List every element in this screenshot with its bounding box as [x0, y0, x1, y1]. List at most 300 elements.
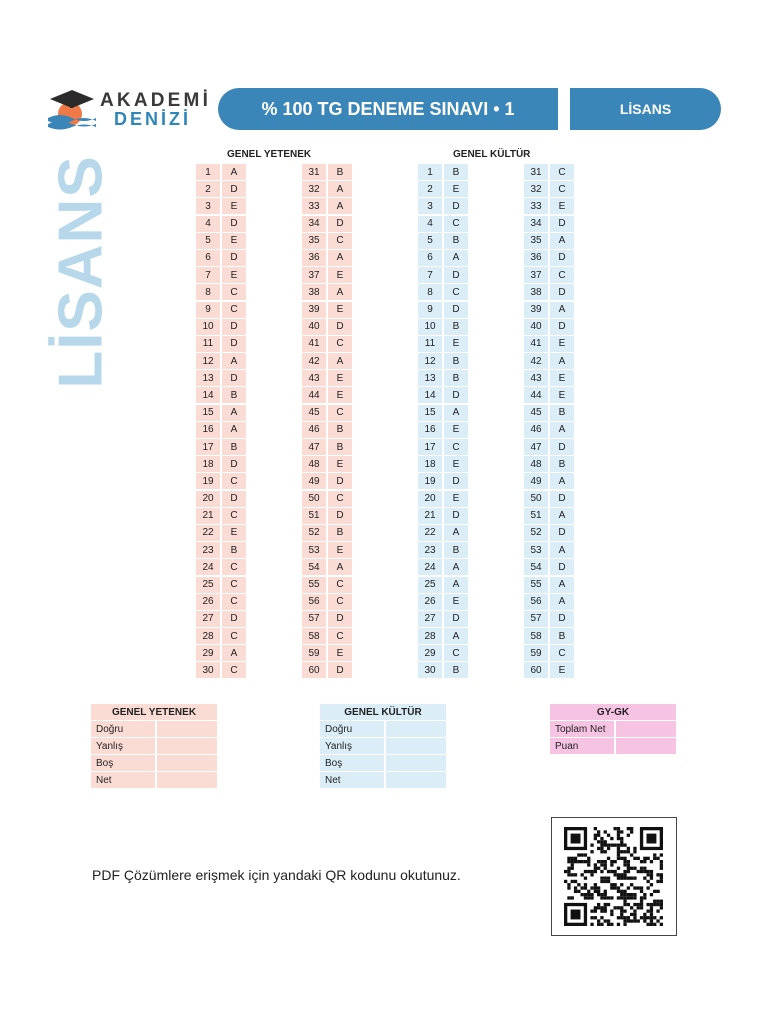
answer-letter: E — [550, 662, 574, 678]
answer-letter: B — [550, 405, 574, 421]
answer-row — [196, 233, 246, 250]
answer-letter: C — [328, 336, 352, 352]
score-value-field[interactable] — [386, 772, 446, 788]
answer-letter: C — [222, 628, 246, 644]
answer-letter: B — [328, 422, 352, 438]
question-number: 56 — [302, 594, 326, 610]
question-number: 17 — [418, 439, 442, 455]
answer-row — [302, 491, 352, 508]
answer-row — [302, 542, 352, 559]
question-number: 49 — [302, 473, 326, 489]
question-number: 38 — [302, 284, 326, 300]
answer-row — [418, 198, 468, 215]
answer-row — [196, 525, 246, 542]
answer-row — [196, 456, 246, 473]
score-value-field[interactable] — [157, 721, 217, 737]
answer-letter: A — [328, 284, 352, 300]
answer-letter: C — [550, 645, 574, 661]
answer-row — [196, 559, 246, 576]
question-number: 52 — [524, 525, 548, 541]
logo-graduation-cap-icon — [46, 86, 98, 130]
question-number: 15 — [196, 405, 220, 421]
answer-row — [302, 594, 352, 611]
question-number: 29 — [196, 645, 220, 661]
answer-letter: D — [550, 559, 574, 575]
answer-row — [302, 233, 352, 250]
answer-letter: C — [328, 628, 352, 644]
answer-row — [524, 181, 574, 198]
answer-letter: A — [328, 181, 352, 197]
question-number: 32 — [302, 181, 326, 197]
answer-row — [524, 491, 574, 508]
answer-row — [418, 164, 468, 181]
answer-letter: D — [444, 387, 468, 403]
genel-yetenek-score-table — [91, 704, 217, 789]
answer-letter: D — [222, 456, 246, 472]
answer-row — [196, 336, 246, 353]
answer-letter: C — [222, 662, 246, 678]
question-number: 7 — [196, 267, 220, 283]
question-number: 4 — [418, 216, 442, 232]
score-value-field[interactable] — [157, 772, 217, 788]
question-number: 3 — [196, 198, 220, 214]
score-value-field[interactable] — [386, 755, 446, 771]
answer-letter: B — [444, 662, 468, 678]
answer-row — [418, 387, 468, 404]
answer-row — [418, 370, 468, 387]
answer-letter: A — [328, 559, 352, 575]
answer-letter: A — [444, 250, 468, 266]
question-number: 28 — [418, 628, 442, 644]
answer-letter: D — [222, 491, 246, 507]
answer-row — [524, 559, 574, 576]
answer-letter: D — [328, 216, 352, 232]
answer-letter: D — [444, 473, 468, 489]
genel-kultur-column-2 — [524, 164, 574, 680]
score-row — [320, 738, 446, 754]
answer-row — [524, 233, 574, 250]
question-number: 9 — [196, 302, 220, 318]
question-number: 59 — [302, 645, 326, 661]
question-number: 46 — [524, 422, 548, 438]
answer-letter: B — [444, 233, 468, 249]
answer-row — [302, 302, 352, 319]
brand-logo — [46, 86, 212, 132]
answer-row — [302, 250, 352, 267]
answer-letter: A — [328, 353, 352, 369]
question-number: 45 — [524, 405, 548, 421]
question-number: 31 — [524, 164, 548, 180]
question-number: 60 — [524, 662, 548, 678]
answer-letter: C — [222, 559, 246, 575]
answer-row — [196, 370, 246, 387]
answer-row — [524, 250, 574, 267]
answer-row — [302, 387, 352, 404]
answer-row — [302, 422, 352, 439]
answer-row — [418, 439, 468, 456]
answer-letter: D — [222, 611, 246, 627]
answer-row — [302, 405, 352, 422]
answer-letter: E — [328, 387, 352, 403]
score-value-field[interactable] — [157, 738, 217, 754]
question-number: 3 — [418, 198, 442, 214]
answer-letter: D — [328, 508, 352, 524]
question-number: 5 — [418, 233, 442, 249]
answer-letter: A — [222, 353, 246, 369]
score-label: Boş — [320, 755, 384, 771]
question-number: 29 — [418, 645, 442, 661]
question-number: 21 — [418, 508, 442, 524]
answer-row — [524, 542, 574, 559]
score-label: Doğru — [91, 721, 155, 737]
answer-letter: C — [328, 233, 352, 249]
exam-title: % 100 TG DENEME SINAVI • 1 — [218, 88, 558, 130]
answer-letter: B — [444, 370, 468, 386]
score-label: Net — [91, 772, 155, 788]
answer-row — [196, 491, 246, 508]
answer-letter: A — [550, 302, 574, 318]
score-value-field[interactable] — [616, 738, 676, 754]
question-number: 24 — [418, 559, 442, 575]
answer-row — [196, 645, 246, 662]
question-number: 13 — [196, 370, 220, 386]
question-number: 56 — [524, 594, 548, 610]
question-number: 36 — [302, 250, 326, 266]
answer-row — [524, 353, 574, 370]
answer-letter: B — [444, 542, 468, 558]
question-number: 51 — [524, 508, 548, 524]
answer-row — [196, 302, 246, 319]
answer-row — [196, 319, 246, 336]
answer-letter: C — [444, 439, 468, 455]
answer-letter: B — [550, 628, 574, 644]
answer-letter: B — [222, 439, 246, 455]
answer-letter: A — [444, 525, 468, 541]
answer-row — [302, 164, 352, 181]
answer-row — [302, 611, 352, 628]
question-number: 25 — [418, 577, 442, 593]
question-number: 16 — [196, 422, 220, 438]
score-row — [320, 772, 446, 788]
answer-letter: B — [444, 164, 468, 180]
answer-row — [418, 473, 468, 490]
answer-row — [196, 267, 246, 284]
answer-letter: D — [550, 284, 574, 300]
question-number: 43 — [302, 370, 326, 386]
qr-code-icon — [552, 818, 676, 935]
score-label: Puan — [550, 738, 614, 754]
answer-letter: E — [328, 542, 352, 558]
answer-row — [302, 577, 352, 594]
answer-letter: D — [328, 662, 352, 678]
answer-row — [524, 387, 574, 404]
question-number: 21 — [196, 508, 220, 524]
answer-letter: D — [444, 302, 468, 318]
answer-row — [302, 628, 352, 645]
question-number: 19 — [418, 473, 442, 489]
answer-letter: B — [444, 353, 468, 369]
genel-yetenek-column-2 — [302, 164, 352, 680]
question-number: 39 — [524, 302, 548, 318]
answer-letter: C — [222, 302, 246, 318]
question-number: 55 — [302, 577, 326, 593]
question-number: 37 — [302, 267, 326, 283]
answer-row — [302, 645, 352, 662]
answer-letter: A — [550, 542, 574, 558]
answer-row — [418, 628, 468, 645]
score-row — [91, 772, 217, 788]
score-table-title: GENEL KÜLTÜR — [320, 704, 446, 720]
answer-row — [302, 267, 352, 284]
question-number: 35 — [524, 233, 548, 249]
answer-row — [418, 525, 468, 542]
answer-letter: D — [550, 319, 574, 335]
answer-letter: C — [222, 473, 246, 489]
qr-code[interactable] — [551, 817, 677, 936]
question-number: 22 — [196, 525, 220, 541]
question-number: 44 — [524, 387, 548, 403]
answer-row — [302, 473, 352, 490]
question-number: 44 — [302, 387, 326, 403]
question-number: 15 — [418, 405, 442, 421]
answer-letter: E — [550, 336, 574, 352]
score-row — [320, 755, 446, 771]
answer-letter: D — [550, 439, 574, 455]
question-number: 7 — [418, 267, 442, 283]
score-value-field[interactable] — [386, 738, 446, 754]
answer-letter: D — [222, 216, 246, 232]
answer-letter: A — [550, 594, 574, 610]
answer-letter: E — [328, 267, 352, 283]
answer-letter: A — [550, 473, 574, 489]
answer-row — [196, 473, 246, 490]
question-number: 11 — [418, 336, 442, 352]
answer-letter: B — [222, 387, 246, 403]
answer-letter: A — [444, 628, 468, 644]
answer-row — [302, 198, 352, 215]
question-number: 52 — [302, 525, 326, 541]
answer-letter: E — [328, 645, 352, 661]
answer-row — [418, 284, 468, 301]
answer-row — [524, 456, 574, 473]
question-number: 31 — [302, 164, 326, 180]
answer-letter: C — [444, 645, 468, 661]
answer-letter: D — [444, 198, 468, 214]
score-row — [91, 738, 217, 754]
answer-letter: E — [222, 233, 246, 249]
question-number: 18 — [196, 456, 220, 472]
question-number: 20 — [196, 491, 220, 507]
answer-row — [418, 181, 468, 198]
question-number: 33 — [524, 198, 548, 214]
answer-letter: B — [328, 525, 352, 541]
answer-letter: C — [328, 577, 352, 593]
answer-letter: D — [222, 181, 246, 197]
question-number: 57 — [302, 611, 326, 627]
question-number: 45 — [302, 405, 326, 421]
answer-letter: C — [222, 577, 246, 593]
answer-row — [302, 439, 352, 456]
question-number: 11 — [196, 336, 220, 352]
answer-row — [196, 577, 246, 594]
question-number: 48 — [524, 456, 548, 472]
question-number: 28 — [196, 628, 220, 644]
question-number: 1 — [418, 164, 442, 180]
qr-instruction-text: PDF Çözümlere erişmek için yandaki QR kodunu okutunuz. — [92, 867, 461, 883]
answer-letter: A — [444, 577, 468, 593]
question-number: 48 — [302, 456, 326, 472]
answer-letter: D — [222, 370, 246, 386]
score-row — [320, 721, 446, 737]
question-number: 30 — [196, 662, 220, 678]
question-number: 51 — [302, 508, 326, 524]
answer-letter: E — [444, 456, 468, 472]
question-number: 4 — [196, 216, 220, 232]
answer-letter: E — [550, 370, 574, 386]
answer-letter: A — [550, 233, 574, 249]
score-value-field[interactable] — [157, 755, 217, 771]
question-number: 36 — [524, 250, 548, 266]
answer-row — [196, 284, 246, 301]
answer-letter: A — [222, 164, 246, 180]
genel-kultur-score-table — [320, 704, 446, 789]
genel-yetenek-title: GENEL YETENEK — [227, 149, 312, 160]
answer-letter: C — [328, 491, 352, 507]
answer-row — [418, 508, 468, 525]
question-number: 58 — [302, 628, 326, 644]
answer-letter: E — [328, 302, 352, 318]
score-table-title: GENEL YETENEK — [91, 704, 217, 720]
answer-letter: B — [328, 164, 352, 180]
answer-letter: A — [222, 405, 246, 421]
question-number: 30 — [418, 662, 442, 678]
answer-row — [196, 164, 246, 181]
answer-row — [302, 559, 352, 576]
question-number: 27 — [196, 611, 220, 627]
answer-row — [524, 284, 574, 301]
question-number: 57 — [524, 611, 548, 627]
answer-row — [524, 267, 574, 284]
question-number: 37 — [524, 267, 548, 283]
answer-row — [524, 422, 574, 439]
answer-row — [524, 164, 574, 181]
answer-row — [196, 611, 246, 628]
answer-row — [418, 491, 468, 508]
answer-letter: C — [550, 267, 574, 283]
question-number: 60 — [302, 662, 326, 678]
answer-letter: E — [444, 594, 468, 610]
question-number: 58 — [524, 628, 548, 644]
question-number: 53 — [524, 542, 548, 558]
question-number: 23 — [196, 542, 220, 558]
score-value-field[interactable] — [616, 721, 676, 737]
answer-letter: C — [550, 164, 574, 180]
answer-row — [196, 387, 246, 404]
answer-letter: A — [550, 508, 574, 524]
question-number: 42 — [524, 353, 548, 369]
question-number: 38 — [524, 284, 548, 300]
answer-row — [418, 456, 468, 473]
answer-row — [524, 525, 574, 542]
question-number: 33 — [302, 198, 326, 214]
question-number: 8 — [418, 284, 442, 300]
answer-letter: C — [328, 594, 352, 610]
answer-row — [196, 353, 246, 370]
answer-row — [524, 216, 574, 233]
answer-row — [418, 319, 468, 336]
question-number: 24 — [196, 559, 220, 575]
answer-letter: C — [550, 181, 574, 197]
question-number: 14 — [196, 387, 220, 403]
question-number: 1 — [196, 164, 220, 180]
answer-row — [524, 319, 574, 336]
question-number: 47 — [524, 439, 548, 455]
answer-letter: A — [550, 577, 574, 593]
question-number: 50 — [302, 491, 326, 507]
answer-letter: C — [222, 284, 246, 300]
question-number: 12 — [196, 353, 220, 369]
answer-row — [302, 319, 352, 336]
answer-letter: B — [328, 439, 352, 455]
answer-row — [524, 508, 574, 525]
answer-letter: C — [222, 508, 246, 524]
question-number: 26 — [418, 594, 442, 610]
question-number: 25 — [196, 577, 220, 593]
answer-letter: D — [444, 611, 468, 627]
answer-row — [524, 198, 574, 215]
answer-row — [418, 577, 468, 594]
score-row — [91, 755, 217, 771]
answer-row — [418, 353, 468, 370]
score-row — [550, 738, 676, 754]
answer-letter: E — [328, 456, 352, 472]
genel-kultur-column-1 — [418, 164, 468, 680]
question-number: 19 — [196, 473, 220, 489]
answer-row — [524, 662, 574, 679]
answer-letter: E — [222, 198, 246, 214]
answer-letter: A — [550, 422, 574, 438]
question-number: 10 — [196, 319, 220, 335]
vertical-level-label: LİSANS — [46, 155, 116, 389]
answer-letter: C — [444, 216, 468, 232]
answer-row — [524, 405, 574, 422]
answer-letter: D — [550, 525, 574, 541]
question-number: 23 — [418, 542, 442, 558]
answer-row — [418, 559, 468, 576]
question-number: 26 — [196, 594, 220, 610]
score-label: Boş — [91, 755, 155, 771]
answer-letter: D — [550, 611, 574, 627]
answer-letter: A — [328, 198, 352, 214]
question-number: 14 — [418, 387, 442, 403]
answer-letter: B — [550, 456, 574, 472]
question-number: 59 — [524, 645, 548, 661]
score-table-title: GY-GK — [550, 704, 676, 720]
question-number: 6 — [418, 250, 442, 266]
answer-row — [196, 508, 246, 525]
answer-letter: D — [328, 319, 352, 335]
answer-row — [302, 370, 352, 387]
question-number: 35 — [302, 233, 326, 249]
answer-row — [418, 405, 468, 422]
answer-letter: E — [222, 267, 246, 283]
score-label: Yanlış — [320, 738, 384, 754]
question-number: 16 — [418, 422, 442, 438]
answer-letter: D — [222, 250, 246, 266]
score-value-field[interactable] — [386, 721, 446, 737]
question-number: 55 — [524, 577, 548, 593]
score-label: Net — [320, 772, 384, 788]
